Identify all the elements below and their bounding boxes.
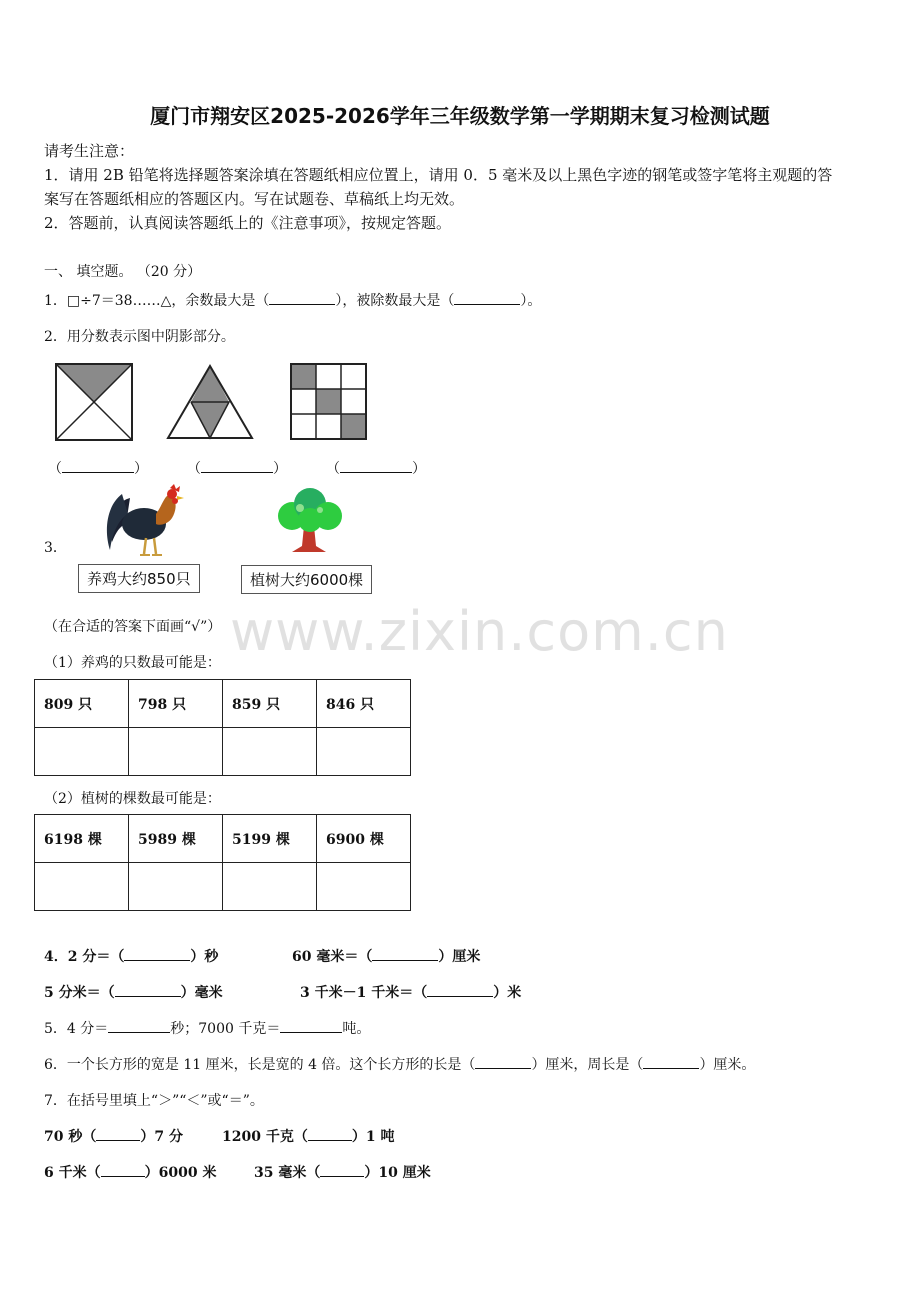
q7-blank-1[interactable] — [96, 1126, 140, 1141]
question-4-line-2a: 5 分米＝（ ）毫米 — [44, 982, 223, 1002]
q1-text-c: ）。 — [520, 293, 542, 309]
answer-cell[interactable] — [223, 863, 317, 911]
notice-line-2: 案写在答题纸相应的答题区内。写在试题卷、草稿纸上均无效。 — [44, 190, 465, 208]
notice-heading: 请考生注意： — [44, 142, 135, 160]
question-4-line-1b: 60 毫米＝（ ）厘米 — [292, 946, 480, 966]
q1-blank-2[interactable] — [454, 290, 520, 305]
notice-line-3: 2．答题前，认真阅读答题纸上的《注意事项》，按规定答题。 — [44, 214, 452, 232]
figure-triangle — [162, 360, 258, 444]
answer-cell[interactable] — [223, 728, 317, 776]
shaded-cell — [291, 364, 316, 389]
q2-blank-3[interactable] — [340, 458, 412, 473]
chicken-options-table — [34, 679, 411, 776]
q1-blank-1[interactable] — [269, 290, 335, 305]
option-cell: 5199 棵 — [223, 815, 317, 863]
question-5: 5．4 分＝ 秒；7000 千克＝ 吨。 — [44, 1018, 370, 1038]
q7-blank-3[interactable] — [101, 1162, 145, 1177]
q2-answer-1: （ ） — [48, 458, 148, 478]
answer-cell[interactable] — [317, 863, 411, 911]
q5-blank-1[interactable] — [108, 1018, 170, 1033]
question-4-line-2b: 3 千米－1 千米＝（ ）米 — [300, 982, 521, 1002]
q7-blank-4[interactable] — [320, 1162, 364, 1177]
q6-blank-2[interactable] — [643, 1054, 699, 1069]
q4-blank-2[interactable] — [372, 946, 438, 961]
q3-sub1: （1）养鸡的只数最可能是： — [44, 655, 221, 671]
option-cell: 809 只 — [35, 680, 129, 728]
option-cell: 859 只 — [223, 680, 317, 728]
option-cell: 5989 棵 — [129, 815, 223, 863]
option-cell: 798 只 — [129, 680, 223, 728]
answer-cell[interactable] — [317, 728, 411, 776]
q1-text-a: 1．□÷7＝38……△，余数最大是（ — [44, 293, 270, 309]
page-title: 厦门市翔安区2025-2026学年三年级数学第一学期期末复习检测试题 — [150, 104, 770, 128]
figure-grid — [286, 360, 370, 444]
q4-blank-4[interactable] — [427, 982, 493, 997]
q7-row1-a: 70 秒（ ）7 分 — [44, 1126, 183, 1146]
q4-blank-3[interactable] — [115, 982, 181, 997]
q3-instruction: （在合适的答案下面画“√”） — [44, 619, 222, 635]
q6-blank-1[interactable] — [475, 1054, 531, 1069]
watermark: www.zixin.com.cn — [230, 600, 729, 663]
question-3-number: 3． — [44, 540, 67, 556]
question-6: 6．一个长方形的宽是 11 厘米，长是宽的 4 倍。这个长方形的长是（ ）厘米，周长是（ ）厘米。 — [44, 1054, 755, 1074]
answer-cell[interactable] — [35, 728, 129, 776]
option-cell: 846 只 — [317, 680, 411, 728]
question-2: 2．用分数表示图中阴影部分。 — [44, 329, 235, 345]
q7-row2-a: 6 千米（ ）6000 米 — [44, 1162, 216, 1182]
answer-cell[interactable] — [35, 863, 129, 911]
q7-row1-b: 1200 千克（ ）1 吨 — [222, 1126, 394, 1146]
rooster-icon — [100, 484, 190, 558]
q1-text-b: ），被除数最大是（ — [335, 293, 455, 309]
chicken-label: 养鸡大约850只 — [78, 564, 200, 593]
q4-blank-1[interactable] — [124, 946, 190, 961]
question-7: 7．在括号里填上“＞”“＜”或“＝”。 — [44, 1093, 264, 1109]
option-cell: 6900 棵 — [317, 815, 411, 863]
q7-blank-2[interactable] — [308, 1126, 352, 1141]
q2-blank-2[interactable] — [201, 458, 273, 473]
tree-icon — [272, 486, 348, 556]
tree-label: 植树大约6000棵 — [241, 565, 372, 594]
q2-answer-3: （ ） — [326, 458, 426, 478]
q2-blank-1[interactable] — [62, 458, 134, 473]
shaded-triangle — [56, 364, 132, 402]
tree-options-table — [34, 814, 411, 911]
answer-cell[interactable] — [129, 728, 223, 776]
q5-blank-2[interactable] — [280, 1018, 342, 1033]
question-1 — [44, 290, 541, 310]
figure-square-x — [50, 360, 140, 444]
shaded-cell — [316, 389, 341, 414]
q7-row2-b: 35 毫米（ ）10 厘米 — [254, 1162, 431, 1182]
notice-line-1: 1．请用 2B 铅笔将选择题答案涂填在答题纸相应位置上，请用 0．5 毫米及以上黑色字迹的钢笔或签字笔将主观题的答 — [44, 166, 833, 184]
option-cell: 6198 棵 — [35, 815, 129, 863]
q2-answer-2: （ ） — [187, 458, 287, 478]
shaded-cell — [341, 414, 366, 439]
question-4-line-1a: 4．2 分＝（ ）秒 — [44, 946, 218, 966]
answer-cell[interactable] — [129, 863, 223, 911]
section-heading: 一、 填空题。 （20 分） — [44, 264, 202, 280]
q3-sub2: （2）植树的棵数最可能是： — [44, 791, 221, 807]
